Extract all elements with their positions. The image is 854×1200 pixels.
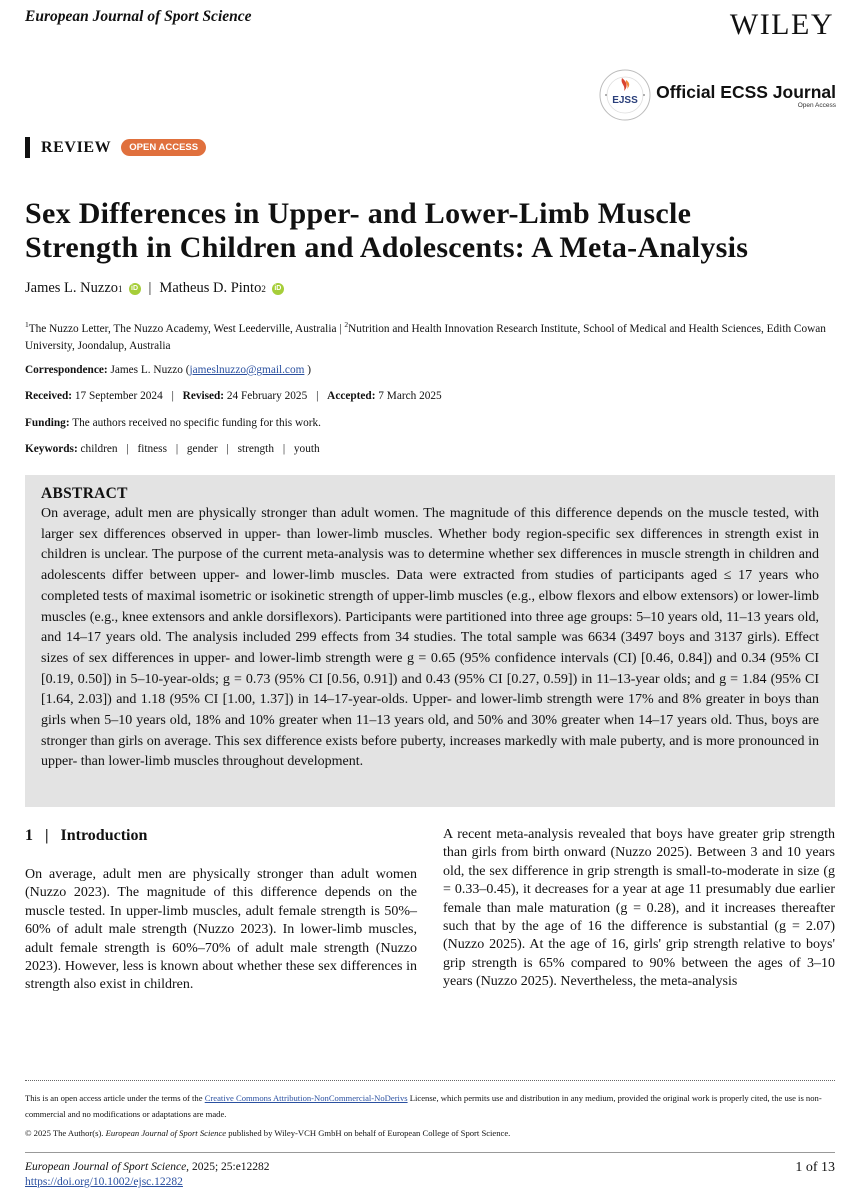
keyword-separator: | xyxy=(175,443,179,455)
journal-name: European Journal of Sport Science xyxy=(25,8,252,25)
keyword-separator: | xyxy=(282,443,286,455)
article-dates xyxy=(25,390,442,402)
body-column-right xyxy=(443,826,835,992)
keyword[interactable]: fitness xyxy=(137,443,167,455)
ecss-seal-icon xyxy=(598,68,652,122)
copyright-text-post: published by Wiley-VCH GmbH on behalf of European College of Sport Science. xyxy=(228,1128,511,1138)
author-name[interactable]: Matheus D. Pinto xyxy=(159,280,262,296)
section-separator: | xyxy=(37,827,57,844)
correspondence-email-link[interactable]: jameslnuzzo@gmail.com xyxy=(189,364,305,376)
citation-volume: 2025; 25:e12282 xyxy=(191,1161,270,1173)
keyword[interactable]: gender xyxy=(186,443,218,455)
abstract-heading: ABSTRACT xyxy=(41,485,128,502)
copyright-line xyxy=(25,1128,510,1138)
author-separator: | xyxy=(148,280,152,296)
author-affil-ref: 1 xyxy=(118,283,123,294)
page-number: 1 of 13 xyxy=(795,1160,835,1175)
article-type-bar xyxy=(25,137,30,158)
body-column-left xyxy=(25,826,417,995)
affil-ref: 1 xyxy=(25,320,29,329)
correspondence-label: Correspondence: xyxy=(25,364,108,376)
license-link[interactable]: Creative Commons Attribution-NonCommercial-NoDerivs xyxy=(204,1093,408,1103)
section-number: 1 xyxy=(25,827,33,844)
keyword[interactable]: children xyxy=(80,443,118,455)
correspondence: Correspondence: James L. Nuzzo (jameslnuzzo@gmail.com ) xyxy=(25,364,311,376)
ecss-badge-title: Official ECSS Journal xyxy=(656,81,836,102)
keyword[interactable]: youth xyxy=(293,443,320,455)
keyword-separator: | xyxy=(226,443,229,455)
article-type-row xyxy=(25,137,206,158)
open-access-badge[interactable]: OPEN ACCESS xyxy=(121,139,206,156)
abstract-text: On average, adult men are physically stronger than adult women. The magnitude of this difference depends on the muscle tested, with larger sex differences observed in upper- than lower-limb muscles. Whether body region-specific sex differences in strength exist in children is unclear. The purpose of the current meta-analysis was to determine whether sex differences in muscle strength in children and adolescents differ between upper- and lower-limb muscles. Data were extracted from studies of participants aged ≤ 17 years who completed tests of maximal isometric or isokinetic strength of upper-limb muscles (e.g., elbow flexors and elbow extensors) or lower-limb muscles (e.g., knee extensors and ankle dorsiflexors). Participants were partitioned into three age groups: 5–10 years old, 11–13 years old, and 14–17 years old. The analysis included 299 effects from 34 studies. The total sample was 6634 (3497 boys and 3137 girls). Effect sizes of sex differences in upper- and lower-limb strength were g = 0.65 (95% confidence intervals (CI) [0.46, 0.84]) and 0.34 (95% CI [0.19, 0.50]) in 5–10-year-olds; g = 0.73 (95% CI [0.56, 0.91]) and 0.43 (95% CI [0.27, 0.59]) in 11–13-year olds; and g = 1.84 (95% CI [1.64, 2.03]) and 1.18 (95% CI [1.00, 1.37]) in 14–17-year-olds. Upper- and lower-limb strength were 17% and 8% greater in boys than girls when 5–10 years old, 18% and 10% greater when 11–13 years old, and 50% and 30% greater when 14–17 years old. Thus, boys are stronger than girls on average. This sex difference exists before puberty, increases markedly with male puberty, and is more pronounced in upper- than lower-limb muscles throughout development. xyxy=(41,506,819,770)
keyword[interactable]: strength xyxy=(237,443,274,455)
ecss-badge[interactable] xyxy=(598,68,836,122)
keywords-label: Keywords: xyxy=(25,443,78,455)
license-note xyxy=(25,1090,835,1122)
accepted-label: Accepted: xyxy=(327,390,376,402)
orcid-icon[interactable]: iD xyxy=(272,283,284,295)
revised-label: Revised: xyxy=(182,390,225,402)
citation-journal: European Journal of Sport Science, xyxy=(25,1161,190,1173)
keyword-separator: | xyxy=(126,443,129,455)
doi-link[interactable]: https://doi.org/10.1002/ejsc.12282 xyxy=(25,1176,183,1188)
copyright-text-pre: © 2025 The Author(s). xyxy=(25,1128,104,1138)
footer-divider-2 xyxy=(25,1152,835,1153)
revised-date: 24 February 2025 xyxy=(226,390,308,402)
affiliations xyxy=(25,316,830,355)
date-separator: | xyxy=(316,390,319,402)
affil-separator: | xyxy=(339,322,345,335)
ecss-badge-sub: Open Access xyxy=(797,101,836,109)
funding-label: Funding: xyxy=(25,417,70,429)
article-title xyxy=(25,197,835,265)
author-affil-ref: 2 xyxy=(261,283,266,294)
svg-text:EJSS: EJSS xyxy=(612,95,638,106)
affiliation-1: The Nuzzo Letter, The Nuzzo Academy, West Leederville, Australia xyxy=(28,322,337,335)
author-name[interactable]: James L. Nuzzo xyxy=(25,280,119,296)
section-heading xyxy=(25,826,417,846)
license-text-post: License, which permits use and distribution in any medium, provided the original work is properly cited, the use is non-commercial and no modifications or adaptations are made. xyxy=(25,1093,822,1119)
orcid-icon[interactable]: iD xyxy=(129,283,141,295)
author-list xyxy=(25,280,284,297)
title-line-2: Strength in Children and Adolescents: A Meta-Analysis xyxy=(25,231,749,264)
intro-paragraph-1: On average, adult men are physically stronger than adult women (Nuzzo 2023). The magnitude of this difference depends on the muscle tested. In upper-limb muscles, adult female strength is 50%–60% of adult male strength (Nuzzo 2023). In lower-limb muscles, adult female strength is 60%–70% of adult male strength (Nuzzo 2023). However, less is known about whether these sex differences in strength also exist in children. xyxy=(25,867,417,993)
date-separator: | xyxy=(171,390,174,402)
affil-ref: 2 xyxy=(344,320,349,329)
affiliation-2: Nutrition and Health Innovation Research Institute, School of Medical and Health Sciences, Edith Cowan University, Joondalup, Australia xyxy=(25,322,826,352)
funding-text: The authors received no specific funding for this work. xyxy=(72,417,321,429)
section-title: Introduction xyxy=(60,827,148,844)
keywords xyxy=(25,443,320,455)
license-text-pre: This is an open access article under the terms of the xyxy=(25,1093,203,1103)
article-type-label: REVIEW xyxy=(41,138,112,156)
accepted-date: 7 March 2025 xyxy=(378,390,442,402)
received-date: 17 September 2024 xyxy=(74,390,163,402)
publisher-logo[interactable]: WILEY xyxy=(729,8,834,41)
intro-paragraph-2: A recent meta-analysis revealed that boys have greater grip strength than girls from birth onward (Nuzzo 2025). Between 3 and 10 years old, the sex difference in grip strength is small-to-moderate in size (g = 0.33–0.45), it decreases for a year at age 11 presumably due earlier female than male maturation (g = 0.28), and it increases thereafter such that by the age of 16 the difference is substantial (g = 2.07) (Nuzzo 2025). At the age of 16, girls' grip strength relative to boys' grip strength is 65% compared to 90% between the ages of 3–10 years (Nuzzo 2025). Nevertheless, the meta-analysis xyxy=(443,827,835,990)
copyright-journal: European Journal of Sport Science xyxy=(105,1128,227,1138)
correspondence-name: James L. Nuzzo xyxy=(110,364,183,376)
footer-divider xyxy=(25,1080,835,1081)
title-line-1: Sex Differences in Upper- and Lower-Limb Muscle xyxy=(25,197,692,230)
abstract-box xyxy=(25,475,835,807)
citation-block xyxy=(25,1160,270,1190)
funding xyxy=(25,417,321,429)
received-label: Received: xyxy=(25,390,73,402)
